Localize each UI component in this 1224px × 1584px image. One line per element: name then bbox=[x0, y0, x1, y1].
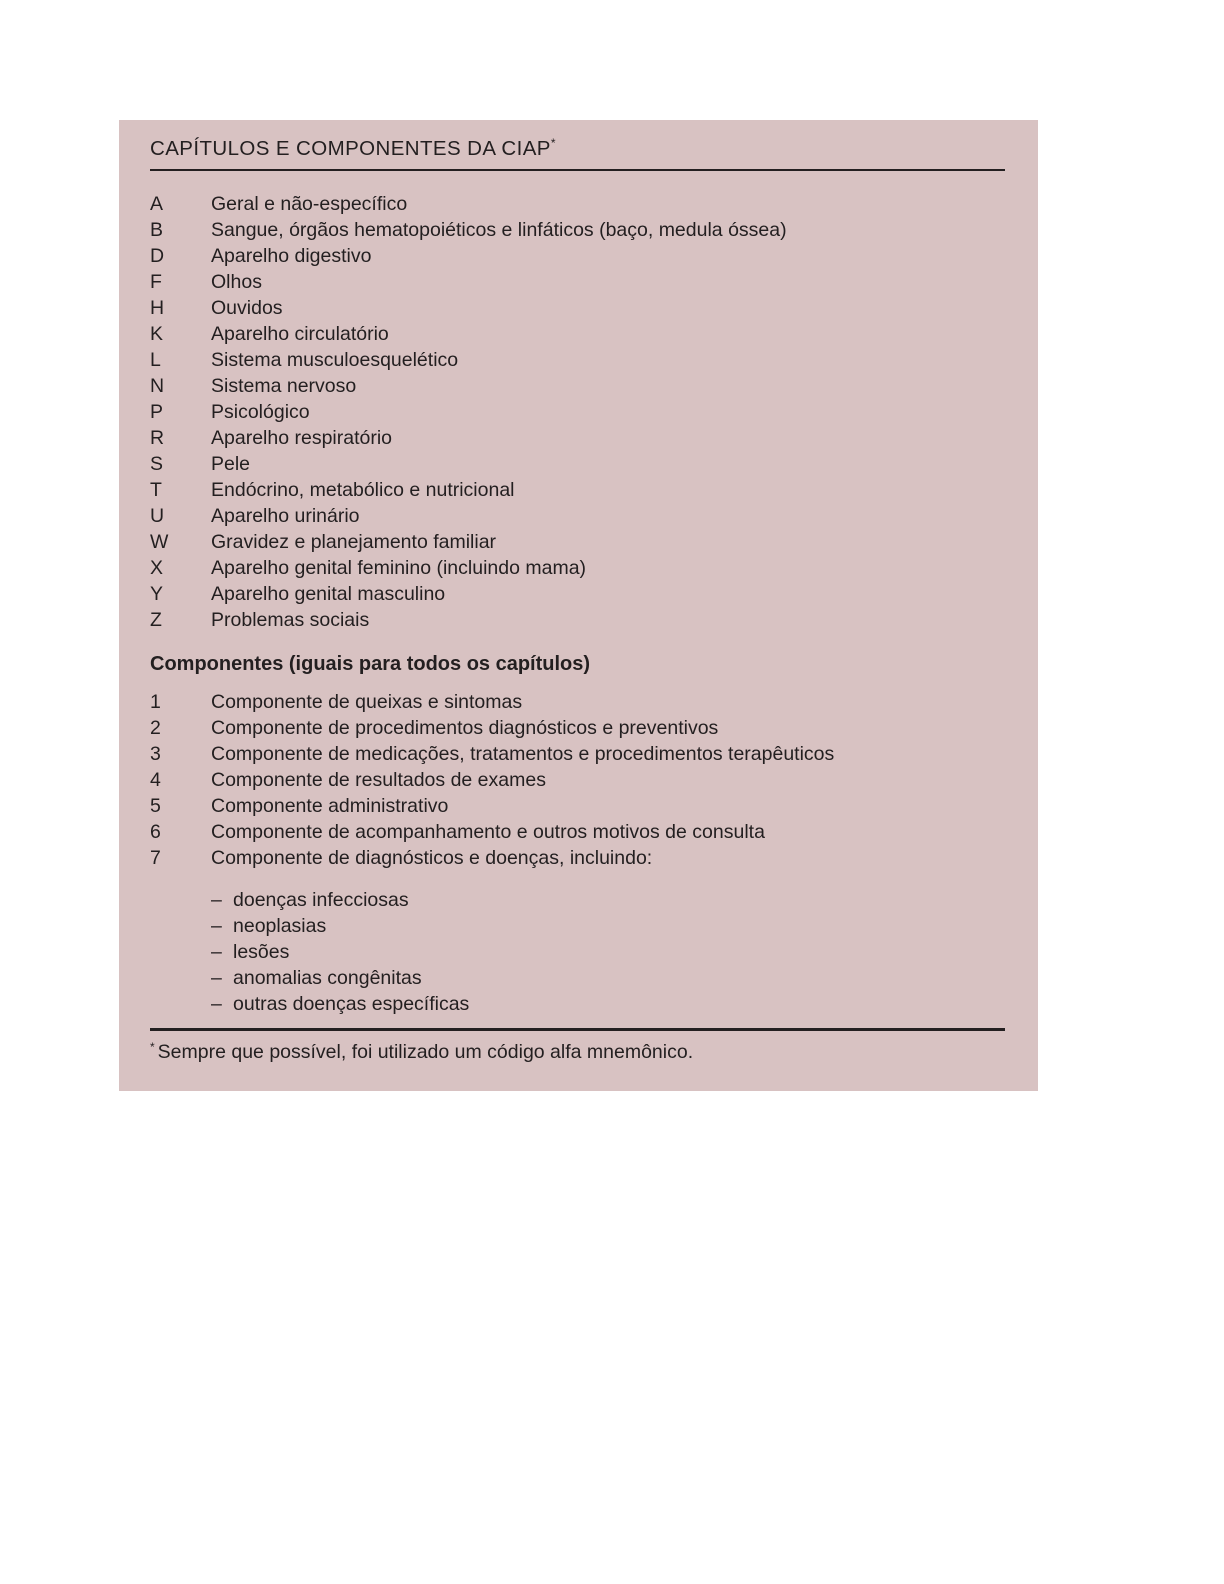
chapter-code: L bbox=[150, 349, 161, 371]
component-row bbox=[150, 819, 1005, 845]
component-row bbox=[150, 767, 1005, 793]
component7-sub-list bbox=[150, 887, 1005, 1017]
chapter-row bbox=[150, 503, 1005, 529]
ciap-table-box bbox=[119, 120, 1038, 1091]
dash-bullet: – bbox=[211, 967, 222, 989]
chapter-label: Aparelho circulatório bbox=[211, 323, 389, 345]
subitem-label: lesões bbox=[233, 941, 290, 963]
subitem-label: doenças infecciosas bbox=[233, 889, 409, 911]
chapter-row bbox=[150, 477, 1005, 503]
chapter-label: Aparelho respiratório bbox=[211, 427, 393, 449]
title-rule bbox=[150, 169, 1005, 171]
component-row bbox=[150, 793, 1005, 819]
chapter-row bbox=[150, 217, 1005, 243]
chapter-row bbox=[150, 269, 1005, 295]
footnote-marker: * bbox=[150, 1039, 155, 1054]
component-label: Componente de queixas e sintomas bbox=[211, 691, 523, 713]
subitem-label: outras doenças específicas bbox=[233, 993, 470, 1015]
chapter-code: R bbox=[150, 427, 165, 449]
subitem-row bbox=[211, 887, 1005, 913]
component-label: Componente de resultados de exames bbox=[211, 769, 546, 791]
chapter-code: D bbox=[150, 245, 165, 267]
component-number: 3 bbox=[150, 743, 161, 765]
component-label: Componente de diagnósticos e doenças, incluindo: bbox=[211, 847, 653, 869]
subitem-row bbox=[211, 965, 1005, 991]
chapter-label: Problemas sociais bbox=[211, 609, 370, 631]
chapter-code: S bbox=[150, 453, 164, 475]
chapter-label: Sangue, órgãos hematopoiéticos e linfáticos (baço, medula óssea) bbox=[211, 219, 787, 241]
chapter-row bbox=[150, 425, 1005, 451]
chapter-code: T bbox=[150, 479, 162, 501]
chapter-row bbox=[150, 555, 1005, 581]
chapter-code: Z bbox=[150, 609, 162, 631]
chapter-code: W bbox=[150, 531, 169, 553]
chapter-label: Olhos bbox=[211, 271, 262, 293]
chapter-row bbox=[150, 581, 1005, 607]
box-title bbox=[150, 136, 1005, 162]
chapter-label: Sistema nervoso bbox=[211, 375, 357, 397]
component-number: 5 bbox=[150, 795, 161, 817]
title-footnote-marker: * bbox=[550, 136, 556, 151]
component-label: Componente de procedimentos diagnósticos e preventivos bbox=[211, 717, 719, 739]
chapter-row bbox=[150, 191, 1005, 217]
chapter-label: Pele bbox=[211, 453, 251, 475]
chapter-label: Aparelho digestivo bbox=[211, 245, 372, 267]
chapter-list bbox=[150, 191, 1005, 633]
components-heading: Componentes (iguais para todos os capítulos) bbox=[150, 653, 591, 675]
subitem-row bbox=[211, 991, 1005, 1017]
component-number: 7 bbox=[150, 847, 161, 869]
component-number: 2 bbox=[150, 717, 161, 739]
bottom-rule bbox=[150, 1028, 1005, 1031]
chapter-label: Endócrino, metabólico e nutricional bbox=[211, 479, 515, 501]
chapter-label: Aparelho genital masculino bbox=[211, 583, 446, 605]
chapter-row bbox=[150, 347, 1005, 373]
chapter-label: Psicológico bbox=[211, 401, 310, 423]
chapter-code: Y bbox=[150, 583, 164, 605]
chapter-label: Gravidez e planejamento familiar bbox=[211, 531, 497, 553]
chapter-row bbox=[150, 373, 1005, 399]
subitem-row bbox=[211, 939, 1005, 965]
chapter-label: Aparelho genital feminino (incluindo mama) bbox=[211, 557, 587, 579]
chapter-code: A bbox=[150, 193, 164, 215]
dash-bullet: – bbox=[211, 993, 222, 1015]
component-label: Componente de acompanhamento e outros motivos de consulta bbox=[211, 821, 765, 843]
component-row bbox=[150, 715, 1005, 741]
chapter-code: F bbox=[150, 271, 162, 293]
chapter-row bbox=[150, 607, 1005, 633]
chapter-code: P bbox=[150, 401, 164, 423]
chapter-code: K bbox=[150, 323, 164, 345]
component-row bbox=[150, 741, 1005, 767]
chapter-code: B bbox=[150, 219, 164, 241]
chapter-row bbox=[150, 295, 1005, 321]
chapter-row bbox=[150, 451, 1005, 477]
footnote bbox=[150, 1039, 1005, 1065]
box-title-text: CAPÍTULOS E COMPONENTES DA CIAP bbox=[150, 137, 551, 160]
dash-bullet: – bbox=[211, 889, 222, 911]
chapter-label: Aparelho urinário bbox=[211, 505, 360, 527]
chapter-row bbox=[150, 529, 1005, 555]
subitem-label: anomalias congênitas bbox=[233, 967, 422, 989]
chapter-code: U bbox=[150, 505, 165, 527]
component-list bbox=[150, 689, 1005, 871]
chapter-label: Ouvidos bbox=[211, 297, 283, 319]
chapter-code: N bbox=[150, 375, 165, 397]
chapter-code: H bbox=[150, 297, 165, 319]
chapter-row bbox=[150, 321, 1005, 347]
component-row bbox=[150, 689, 1005, 715]
dash-bullet: – bbox=[211, 915, 222, 937]
chapter-row bbox=[150, 243, 1005, 269]
footnote-text: Sempre que possível, foi utilizado um código alfa mnemônico. bbox=[157, 1041, 694, 1063]
component-row bbox=[150, 845, 1005, 871]
component-label: Componente de medicações, tratamentos e procedimentos terapêuticos bbox=[211, 743, 835, 765]
component-label: Componente administrativo bbox=[211, 795, 449, 817]
chapter-code: X bbox=[150, 557, 164, 579]
component-number: 6 bbox=[150, 821, 161, 843]
dash-bullet: – bbox=[211, 941, 222, 963]
chapter-row bbox=[150, 399, 1005, 425]
chapter-label: Sistema musculoesquelético bbox=[211, 349, 459, 371]
subitem-row bbox=[211, 913, 1005, 939]
chapter-label: Geral e não-específico bbox=[211, 193, 408, 215]
component-number: 1 bbox=[150, 691, 161, 713]
component-number: 4 bbox=[150, 769, 161, 791]
subitem-label: neoplasias bbox=[233, 915, 327, 937]
